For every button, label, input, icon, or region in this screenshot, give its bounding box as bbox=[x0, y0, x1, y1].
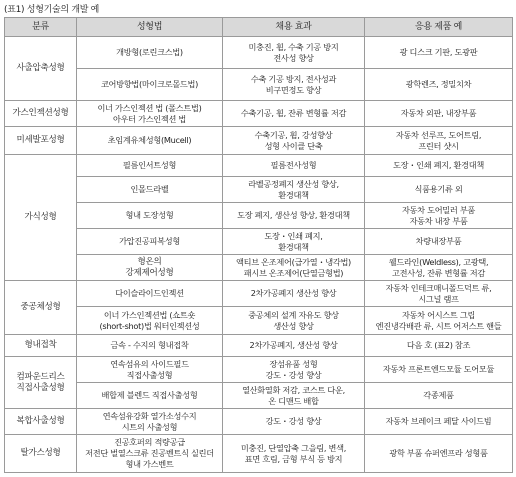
effect-cell-line: 필름전사성형 bbox=[270, 160, 317, 170]
method-cell-line: 가압진공피복성형 bbox=[119, 236, 180, 246]
effect-cell-line: 비구면정도 향상 bbox=[265, 84, 322, 95]
method-cell bbox=[77, 383, 223, 409]
category-cell bbox=[5, 281, 77, 335]
method-cell bbox=[77, 409, 223, 435]
method-cell-line: 배합제 블렌드 직접사출성형 bbox=[101, 390, 198, 400]
effect-cell-line: 도장 폐지, 생산성 향상, 환경대책 bbox=[237, 210, 350, 220]
method-cell-line: 코어방향법(마이크로몰드법) bbox=[100, 79, 199, 89]
table-row bbox=[5, 307, 513, 335]
table-row bbox=[5, 335, 513, 357]
application-cell-line: 광 디스크 기판, 도광판 bbox=[399, 47, 478, 57]
effect-cell bbox=[365, 255, 513, 281]
method-cell-line: 이너 가스인젝션 법 (폴스트법) bbox=[97, 102, 202, 113]
method-cell bbox=[77, 281, 223, 307]
method-cell-line: 초임계유체성형(Mucell) bbox=[107, 135, 192, 145]
effect-cell bbox=[223, 281, 365, 307]
table-row bbox=[5, 203, 513, 229]
method-cell bbox=[77, 177, 223, 203]
application-cell bbox=[365, 435, 513, 473]
method-cell bbox=[77, 307, 223, 335]
category-cell bbox=[5, 101, 77, 127]
method-cell bbox=[77, 435, 223, 473]
molding-tech-table bbox=[4, 17, 513, 473]
effect-cell bbox=[223, 409, 365, 435]
table-row bbox=[5, 177, 513, 203]
application-cell bbox=[365, 37, 513, 69]
application-cell bbox=[365, 177, 513, 203]
method-cell bbox=[77, 335, 223, 357]
effect-cell bbox=[223, 307, 365, 335]
application-cell-line: 자동차 프론트엔드모듈 도어모듈 bbox=[382, 364, 495, 374]
method-cell-line: 이너 가스인젝션법 (쇼트숏 bbox=[103, 309, 196, 320]
application-cell bbox=[365, 307, 513, 335]
category-cell bbox=[5, 37, 77, 101]
category-cell-line: 형온의 bbox=[137, 256, 162, 267]
effect-cell-line: 표면 흐림, 금형 부식 등 방지 bbox=[244, 453, 343, 464]
method-cell-line: 인몰드라벨 bbox=[130, 184, 169, 194]
method-cell bbox=[77, 69, 223, 101]
method-cell-line: 액티브 온조제어(급가열・냉각법) bbox=[236, 256, 351, 267]
application-cell-line: 자동차 도어밀러 부품 bbox=[401, 204, 476, 215]
application-cell bbox=[365, 69, 513, 101]
application-cell bbox=[365, 335, 513, 357]
effect-cell-line: 열산화열화 저감, 코스트 다운, bbox=[242, 384, 345, 395]
application-cell-line: 자동차 브레이크 페달 사이드빔 bbox=[385, 416, 492, 426]
effect-cell-line: 수축기공, 휨, 잔류 변형률 저감 bbox=[240, 108, 347, 118]
method-cell-line: 금속 - 수지의 형내접착 bbox=[110, 340, 189, 350]
table-body bbox=[5, 37, 513, 473]
effect-cell bbox=[223, 69, 365, 101]
category-cell-line: 복합사출성형 bbox=[16, 416, 65, 426]
method-cell bbox=[223, 255, 365, 281]
method-cell-line: 개방형(로린크스법) bbox=[116, 47, 183, 57]
category-cell bbox=[5, 409, 77, 435]
effect-cell bbox=[223, 383, 365, 409]
effect-cell bbox=[223, 155, 365, 177]
table-row bbox=[5, 127, 513, 155]
effect-cell-line: 미충진, 단열압축 그을림, 변색, bbox=[240, 442, 347, 453]
method-cell-line: 패시브 온조제어(단열금형법) bbox=[243, 267, 344, 278]
method-cell-line: 시트의 사출성형 bbox=[121, 421, 178, 432]
method-cell bbox=[77, 127, 223, 155]
application-cell-line: 광학렌즈, 정밀치차 bbox=[405, 79, 472, 89]
application-cell bbox=[365, 127, 513, 155]
application-cell bbox=[365, 409, 513, 435]
application-cell bbox=[365, 281, 513, 307]
header-method: 성형법 bbox=[77, 18, 223, 37]
effect-cell-line: 도장・인쇄 폐지, bbox=[264, 230, 323, 241]
table-header-row bbox=[5, 18, 513, 37]
table-caption: (표1) 성형기술의 개발 예 bbox=[4, 5, 100, 15]
method-cell bbox=[77, 155, 223, 177]
category-cell-line: 직접사출성형 bbox=[16, 382, 65, 393]
method-cell-line: 형내 가스벤트 bbox=[125, 459, 174, 469]
category-cell-line: 사출압축성형 bbox=[16, 63, 65, 73]
effect-cell-line: 강도・강성 향상 bbox=[265, 416, 322, 426]
category-cell-line: 중공체성형 bbox=[20, 302, 61, 312]
application-cell bbox=[365, 155, 513, 177]
application-cell-line: 도장・인쇄 폐지, 환경대책 bbox=[393, 160, 484, 170]
application-cell bbox=[365, 357, 513, 383]
category-cell-line: 탈가스성형 bbox=[20, 448, 61, 458]
category-cell bbox=[5, 335, 77, 357]
application-cell-line: 다음 호 (표2) 참조 bbox=[406, 340, 471, 350]
method-cell bbox=[77, 37, 223, 69]
table-row bbox=[5, 37, 513, 69]
application-cell bbox=[365, 229, 513, 255]
application-cell-line: 프린터 샷시 bbox=[418, 140, 459, 151]
category-cell bbox=[5, 435, 77, 473]
effect-cell-line: 2차가공폐지, 생산성 향상 bbox=[249, 340, 338, 350]
application-cell-line: 차량내장부품 bbox=[415, 236, 462, 246]
method-cell-line: 필름인서트성형 bbox=[122, 160, 177, 170]
effect-cell-line: 라벨공정폐지 생산성 향상, bbox=[248, 178, 339, 189]
table-row bbox=[5, 229, 513, 255]
effect-cell bbox=[223, 37, 365, 69]
effect-cell bbox=[223, 335, 365, 357]
effect-cell-line: 환경대책 bbox=[278, 241, 309, 252]
effect-cell bbox=[223, 435, 365, 473]
effect-cell-line: 생산성 향상 bbox=[273, 320, 314, 331]
effect-cell-line: 환경대책 bbox=[278, 189, 309, 200]
category-cell bbox=[5, 127, 77, 155]
application-cell-line: 자동차 내장 부품 bbox=[409, 215, 468, 226]
category-cell bbox=[5, 155, 77, 281]
table-row bbox=[5, 435, 513, 473]
method-cell bbox=[77, 101, 223, 127]
effect-cell bbox=[223, 101, 365, 127]
method-cell-line: (short-shot)법 워터인젝션성 bbox=[99, 320, 200, 331]
effect-cell-line: 미충진, 휨, 수축 기공 방지 bbox=[248, 41, 339, 52]
header-category: 분류 bbox=[5, 18, 77, 37]
method-cell-line: 연속섬유강화 열가소성수지 bbox=[102, 410, 197, 421]
header-application: 응용 제품 예 bbox=[365, 18, 513, 37]
method-cell bbox=[77, 203, 223, 229]
effect-cell-line: 장섬유품 성형 bbox=[269, 358, 318, 369]
effect-cell-line: 강도・강성 향상 bbox=[265, 369, 322, 380]
effect-cell-line: 수축기공, 휨, 강성향상 bbox=[254, 129, 333, 140]
table-row bbox=[5, 255, 513, 281]
table-row bbox=[5, 69, 513, 101]
effect-cell bbox=[223, 229, 365, 255]
effect-cell-line: 고전사성, 잔류 변형률 저감 bbox=[392, 267, 485, 278]
method-cell-line: 형내 도장성형 bbox=[125, 210, 174, 220]
category-cell bbox=[5, 357, 77, 409]
category-cell-line: 형내접착 bbox=[24, 340, 57, 350]
table-row bbox=[5, 155, 513, 177]
category-cell-line: 가스인젝션성형 bbox=[12, 108, 69, 118]
application-cell-line: 엔진냉각배관 류, 시트 어저스트 핸들 bbox=[375, 320, 502, 331]
application-cell-line: 자동차 외판, 내장부품 bbox=[400, 108, 477, 118]
application-cell-line: 광학 부품 슈퍼엔프라 성형품 bbox=[389, 448, 488, 458]
method-cell bbox=[77, 357, 223, 383]
application-cell-line: 각종제품 bbox=[423, 390, 454, 400]
method-cell-line: 연속섬유의 사이드필드 bbox=[110, 358, 189, 369]
effect-cell-line: 성형 사이클 단축 bbox=[264, 140, 323, 151]
application-cell bbox=[365, 101, 513, 127]
category-cell-line: 컴파운드리스 bbox=[16, 371, 65, 382]
effect-cell-line: 웰드라인(Weldless), 고광택, bbox=[388, 256, 489, 267]
effect-cell-line: 중공체의 설계 자유도 향상 bbox=[248, 309, 339, 320]
method-cell-line: 직접사출성형 bbox=[126, 369, 173, 380]
method-cell-line: 다이슬라이드인젝션 bbox=[115, 288, 184, 298]
application-cell bbox=[365, 203, 513, 229]
effect-cell-line: 2차가공폐지 생산성 향상 bbox=[250, 288, 337, 298]
effect-cell bbox=[223, 127, 365, 155]
effect-cell-line: 온 디맨드 배합 bbox=[268, 395, 319, 406]
method-cell-line: 저전단 벌열스크류 진공벤트식 실린더 bbox=[85, 448, 214, 458]
application-cell-line: 자동차 인테크매니폴드덕트 류, bbox=[385, 282, 492, 293]
effect-cell bbox=[223, 203, 365, 229]
application-cell bbox=[365, 383, 513, 409]
effect-cell-line: 전사성 향상 bbox=[273, 52, 314, 63]
application-cell-line: 자동차 어시스트 그립 bbox=[401, 309, 476, 320]
table-row bbox=[5, 409, 513, 435]
category-cell-line: 강제제어성형 bbox=[125, 267, 174, 278]
method-cell-line: 아우터 가스인젝션 법 bbox=[112, 113, 187, 124]
effect-cell bbox=[223, 177, 365, 203]
application-cell-line: 식품용기류 외 bbox=[414, 184, 463, 194]
method-cell-line: 진공호퍼의 적량공급 bbox=[114, 437, 185, 447]
method-cell bbox=[77, 229, 223, 255]
effect-cell bbox=[223, 357, 365, 383]
category-cell-line: 가식성형 bbox=[24, 212, 57, 222]
table-row bbox=[5, 357, 513, 383]
table-row bbox=[5, 101, 513, 127]
table-row bbox=[5, 383, 513, 409]
header-effect: 채용 효과 bbox=[223, 18, 365, 37]
application-cell-line: 시그널 램프 bbox=[418, 293, 459, 304]
application-cell-line: 자동차 선루프, 도어트림, bbox=[395, 129, 482, 140]
effect-cell-line: 수축 기공 방지, 전사성과 bbox=[250, 73, 337, 84]
category-cell-line: 미세발포성형 bbox=[16, 135, 65, 145]
table-row bbox=[5, 281, 513, 307]
category-cell bbox=[77, 255, 223, 281]
